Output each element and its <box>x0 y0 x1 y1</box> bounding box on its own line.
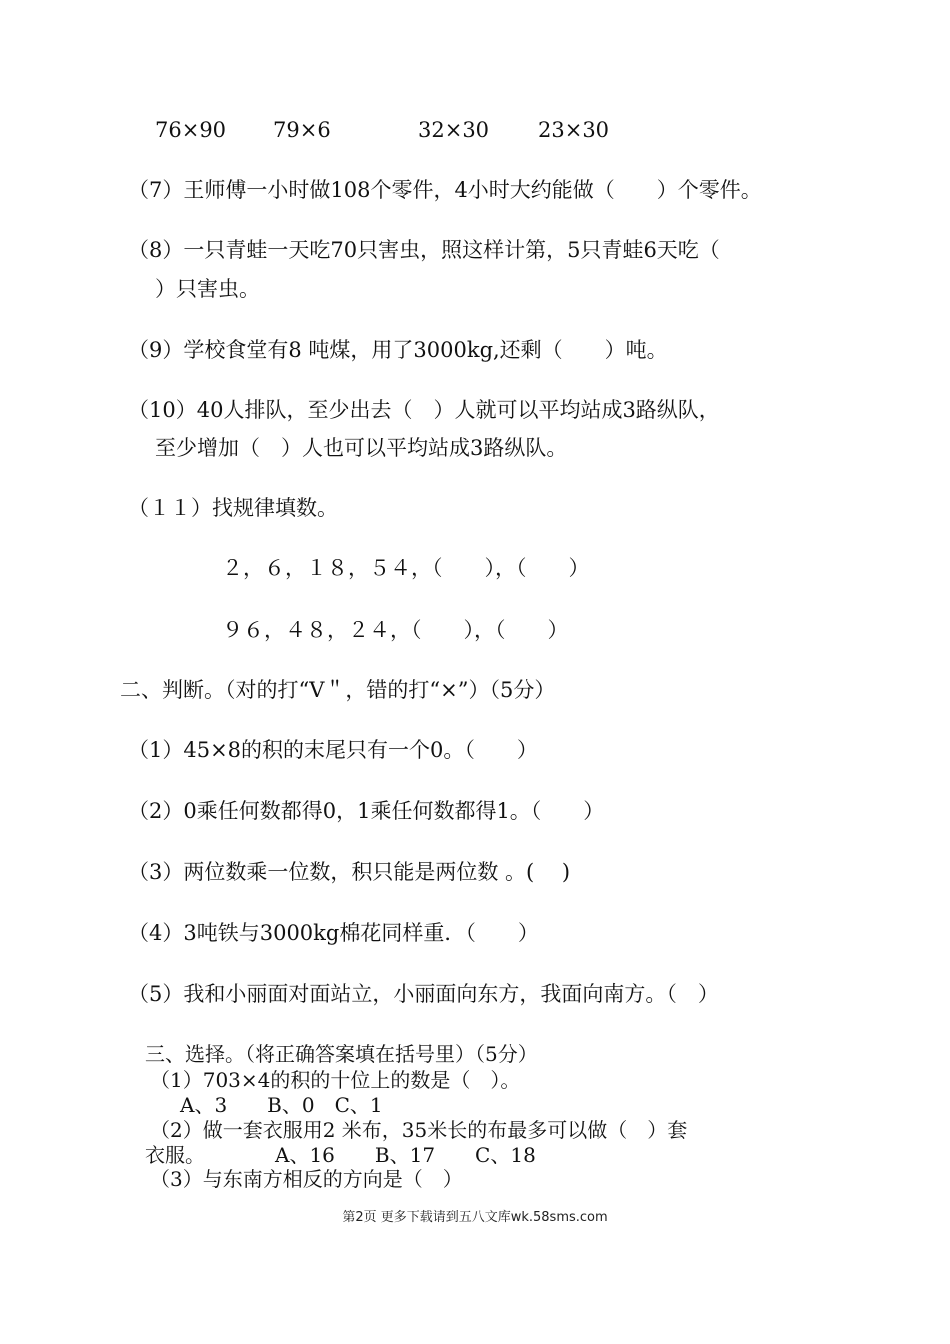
choice-question-3: （3）与东南方相反的方向是（ ） <box>150 1167 463 1191</box>
question-8-line-2: ）只害虫。 <box>155 277 260 301</box>
page-footer: 第2页 更多下载请到五八文库wk.58sms.com <box>342 1210 608 1225</box>
judgement-heading: 二、判断。（对的打“V＂，错的打“×”）（5分） <box>120 678 556 702</box>
judgement-item-4: （4）3吨铁与3000kg棉花同样重．（ ） <box>128 921 539 945</box>
choice-question-2-line-1: （2）做一套衣服用2 米布，35米长的布最多可以做（ ）套 <box>150 1118 688 1142</box>
question-8-line-1: （8）一只青蛙一天吃70只害虫，照这样计第，5只青蛙6天吃（ <box>128 238 720 262</box>
choice-question-1-options: A、3 B、0 C、1 <box>180 1093 383 1117</box>
question-9: （9）学校食堂有8 吨煤，用了3000kg,还剩（ ）吨。 <box>128 338 668 362</box>
question-10-line-1: （10）40人排队，至少出去（ ）人就可以平均站成3路纵队， <box>128 398 720 422</box>
question-11-sequence-1: ２，６，１８，５４，（ ），（ ） <box>222 556 590 580</box>
judgement-item-2: （2）0乘任何数都得0，1乘任何数都得1。（ ） <box>128 799 605 823</box>
choice-question-2-line-2: 衣服。 A、16 B、17 C、18 <box>145 1143 536 1167</box>
estimation-item-1: 76×90 <box>155 118 227 142</box>
estimation-item-2: 79×6 <box>273 118 331 142</box>
question-11: （１１）找规律填数。 <box>128 496 338 520</box>
judgement-item-3: （3）两位数乘一位数，积只能是两位数 。( ) <box>128 860 571 884</box>
estimation-item-4: 23×30 <box>538 118 610 142</box>
question-10-line-2: 至少增加（ ）人也可以平均站成3路纵队。 <box>155 436 568 460</box>
estimation-item-3: 32×30 <box>418 118 490 142</box>
judgement-item-1: （1）45×8的积的末尾只有一个0。（ ） <box>128 738 538 762</box>
question-11-sequence-2: ９６，４８，２４，（ ），（ ） <box>222 618 569 642</box>
question-7: （7）王师傅一小时做108个零件，4小时大约能做（ ）个零件。 <box>128 178 762 202</box>
choice-heading: 三、选择。（将正确答案填在括号里）（5分） <box>145 1042 538 1066</box>
choice-question-1: （1）703×4的积的十位上的数是（ ）。 <box>150 1068 521 1092</box>
judgement-item-5: （5）我和小丽面对面站立，小丽面向东方，我面向南方。（ ） <box>128 982 719 1006</box>
